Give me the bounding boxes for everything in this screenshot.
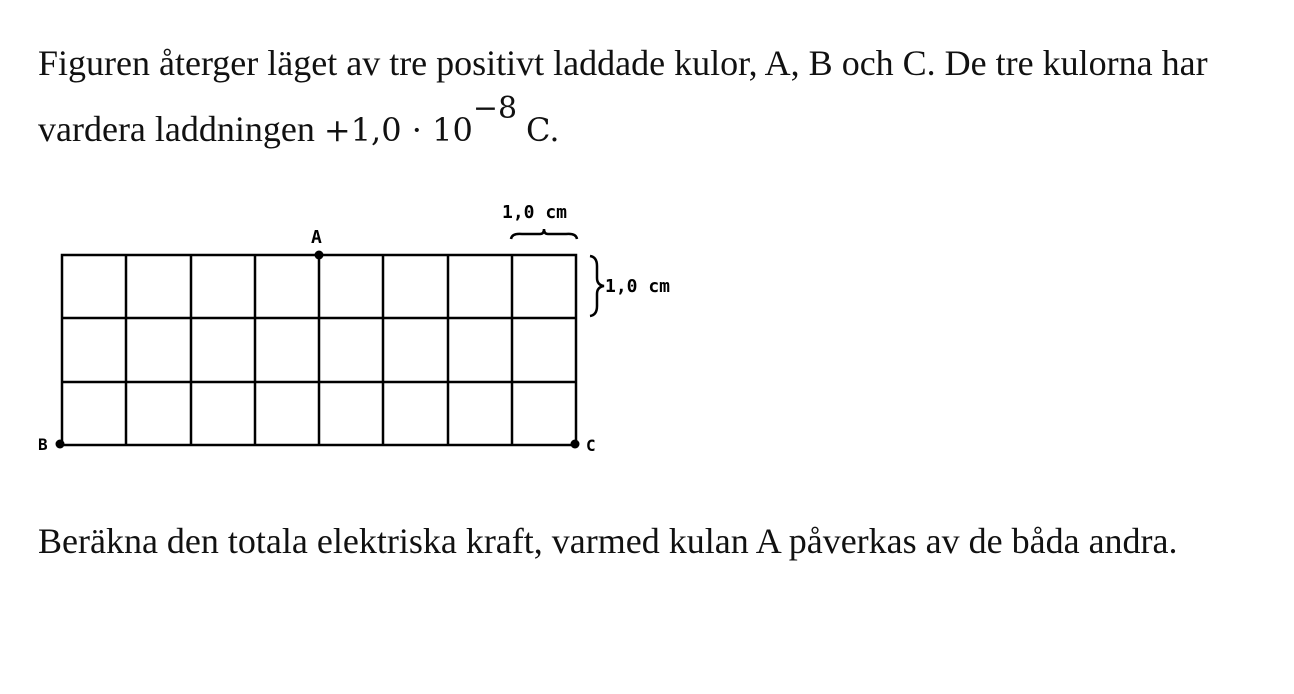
square-height-label: 1,0 cm [605,276,671,297]
question-paragraph: Beräkna den totala elektriska kraft, varmed kulan A påverkas av de båda andra. [38,521,1178,561]
grid [62,255,576,445]
charge-value: +1,0 · 10 [323,111,473,149]
charge-c-dot [571,440,580,449]
intro-paragraph [38,35,1238,158]
charge-a-dot [315,251,324,260]
square-width-label: 1,0 cm [502,202,568,223]
charge-b-dot [56,440,65,449]
height-brace [590,256,604,316]
width-brace [511,229,577,239]
charge-grid-figure [0,180,760,480]
label-b: B [38,435,48,454]
label-c: C [586,436,596,455]
label-a: A [311,227,322,248]
intro-text: Figuren återger läget av tre positivt laddade kulor, A, B och C. De tre kulorna har vardera laddningen [38,43,1208,149]
charge-unit: C. [526,111,560,149]
charge-exponent: −8 [472,91,518,126]
